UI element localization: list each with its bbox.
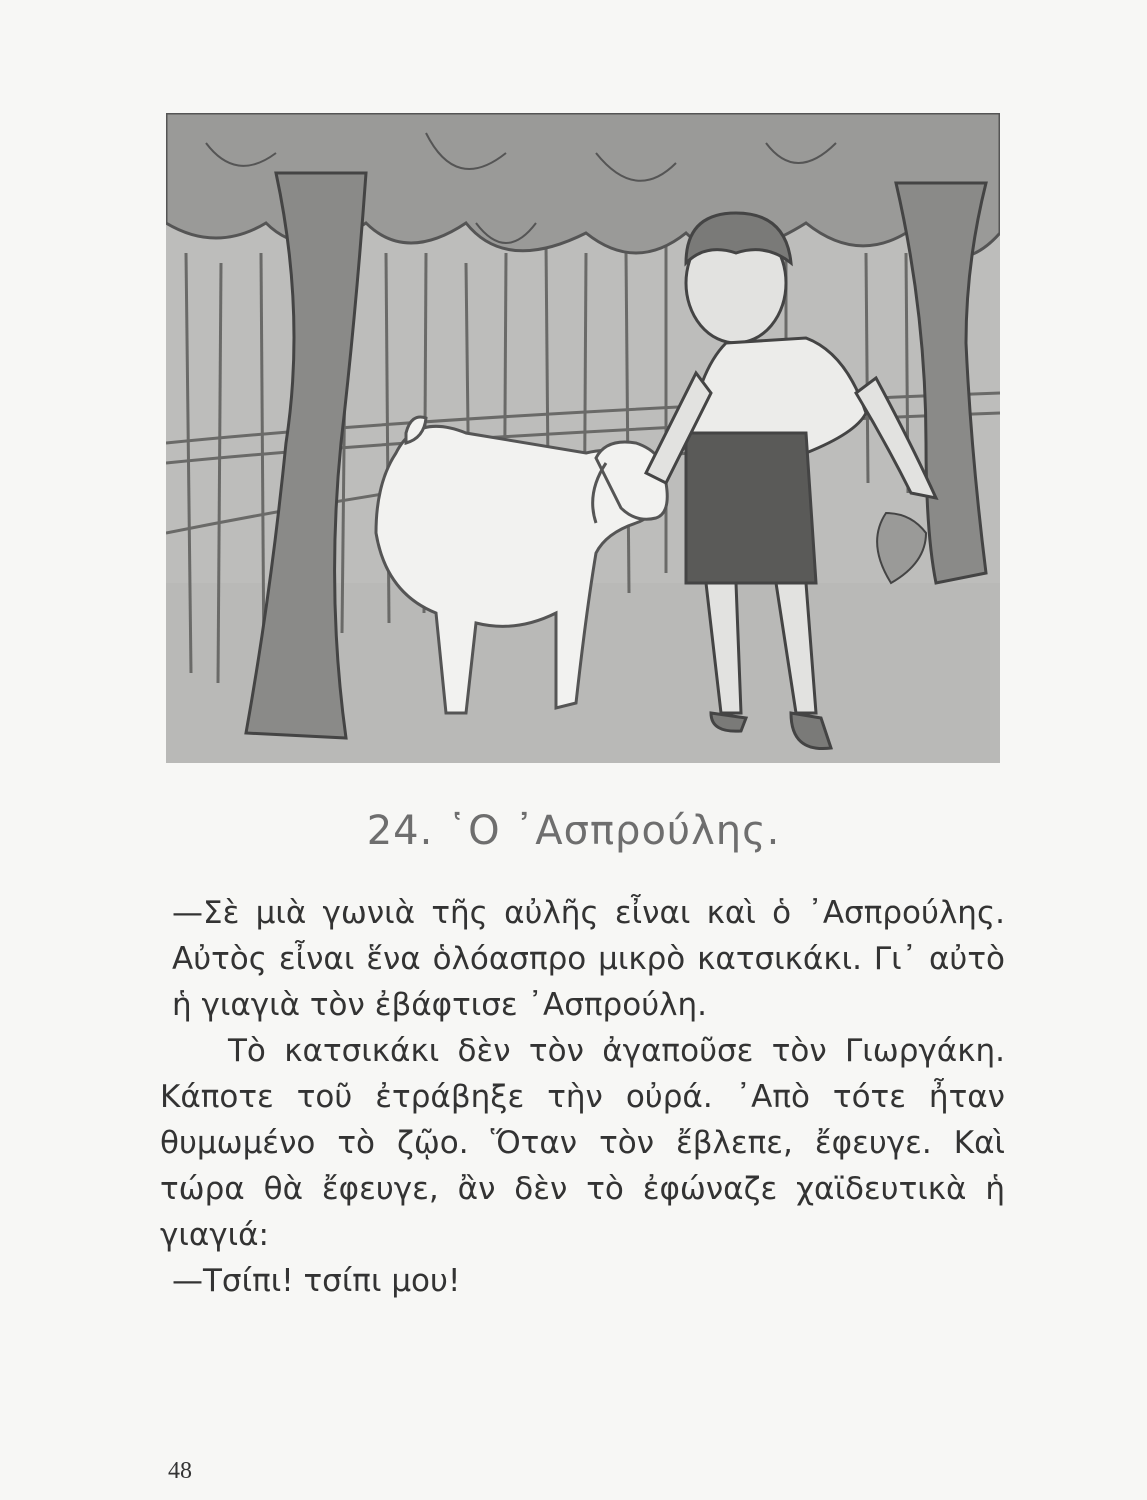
chapter-heading: ῾Ο ᾿Ασπρούλης. <box>447 808 781 854</box>
illustration-boy-feeding-goat <box>166 113 1000 763</box>
paragraph-2: Τὸ κατσικάκι δὲν τὸν ἀγαποῦσε τὸν Γιωργάκη. Κάποτε τοῦ ἐτράβηξε τὴν οὐρά. ᾿Απὸ τότε ἦταν θυμωμένο τὸ ζῷο. Ὅταν τὸν ἔβλεπε, ἔφευγε. Καὶ τώρα θὰ ἔφευγε, ἂν δὲν τὸ ἐφώναζε χαϊδευτικὰ ἡ γιαγιά: <box>160 1033 1005 1253</box>
paragraph-1: —Σὲ μιὰ γωνιὰ τῆς αὐλῆς εἶναι καὶ ὁ ᾿Ασπρούλης. Αὐτὸς εἶναι ἕνα ὁλόασπρο μικρὸ κατσικάκι. Γι᾿ αὐτὸ ἡ γιαγιὰ τὸν ἐβάφτισε ᾿Ασπρούλη. <box>172 895 1005 1023</box>
story-text <box>160 890 1005 1304</box>
illustration-drawing <box>166 113 1000 763</box>
leaves-in-hand <box>877 513 926 583</box>
chapter-title <box>0 808 1147 854</box>
paragraph-3: —Τσίπι! τσίπι μου! <box>172 1263 461 1299</box>
chapter-number: 24. <box>366 808 434 854</box>
page-number: 48 <box>168 1458 192 1484</box>
